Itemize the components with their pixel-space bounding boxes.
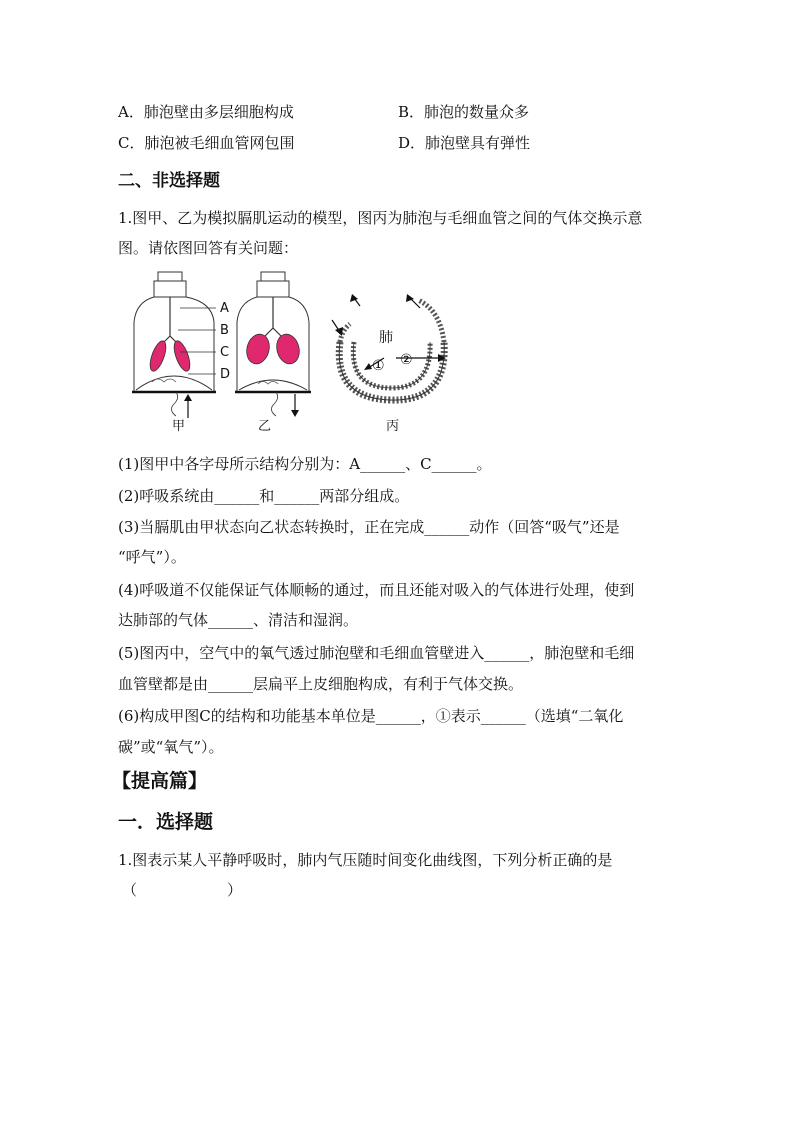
bell-jar-jia	[132, 272, 230, 434]
lung-left-jia	[147, 339, 169, 373]
option-d: D．肺泡壁具有弹性	[398, 134, 531, 152]
caption-jia: 甲	[172, 419, 186, 434]
marker-1: ①	[372, 358, 385, 374]
caption-bing: 丙	[386, 419, 400, 434]
q1-sub5-line2: 血管壁都是由______层扁平上皮细胞构成，有利于气体交换。	[118, 675, 524, 693]
bell-jar-yi	[235, 272, 311, 434]
label-c: C	[220, 345, 230, 360]
lung-right-yi	[273, 332, 302, 367]
label-a: A	[220, 301, 229, 316]
lung-left-yi	[243, 332, 272, 367]
lung-label: 肺	[379, 330, 393, 346]
option-a: A．肺泡壁由多层细胞构成	[118, 103, 294, 121]
q1-sub4-line2: 达肺部的气体______、清洁和湿润。	[118, 611, 359, 629]
q1-stem-line1: 1.图甲、乙为模拟膈肌运动的模型，图丙为肺泡与毛细血管之间的气体交换示意	[118, 209, 643, 227]
section-heading-choice: 一．选择题	[118, 811, 214, 833]
q1-sub6-line1: (6)构成甲图C的结构和功能基本单位是______，①表示______（选填“二氧化	[118, 707, 624, 725]
q1-stem-line2: 图。请依图回答有关问题：	[118, 239, 299, 257]
label-b: B	[220, 323, 229, 338]
q1-sub3-line1: (3)当膈肌由甲状态向乙状态转换时，正在完成______动作（回答“吸气”还是	[118, 518, 620, 536]
section-heading-nonchoice: 二、非选择题	[118, 171, 220, 191]
respiration-figure	[128, 270, 458, 440]
option-b: B．肺泡的数量众多	[398, 103, 530, 121]
q1-sub2: (2)呼吸系统由______和______两部分组成。	[118, 487, 410, 505]
q1-sub3-line2: “呼气”）。	[118, 548, 186, 566]
marker-2: ②	[400, 352, 413, 368]
advanced-heading: 【提高篇】	[112, 770, 208, 792]
lung-right-jia	[171, 339, 193, 373]
adv-q1-line1: 1.图表示某人平静呼吸时，肺内气压随时间变化曲线图，下列分析正确的是	[118, 851, 613, 869]
alveolus-bing	[332, 294, 446, 434]
q1-sub5-line1: (5)图丙中，空气中的氧气透过肺泡壁和毛细血管壁进入______，肺泡壁和毛细	[118, 644, 635, 662]
option-c: C．肺泡被毛细血管网包围	[118, 134, 295, 152]
q1-sub4-line1: (4)呼吸道不仅能保证气体顺畅的通过，而且还能对吸入的气体进行处理，使到	[118, 581, 635, 599]
q1-sub6-line2: 碳”或“氧气”）。	[118, 738, 224, 756]
label-d: D	[220, 367, 231, 382]
adv-q1-answer-paren: （ ）	[122, 881, 243, 899]
q1-sub1: (1)图甲中各字母所示结构分别为：A______、C______。	[118, 455, 492, 473]
caption-yi: 乙	[258, 419, 272, 434]
